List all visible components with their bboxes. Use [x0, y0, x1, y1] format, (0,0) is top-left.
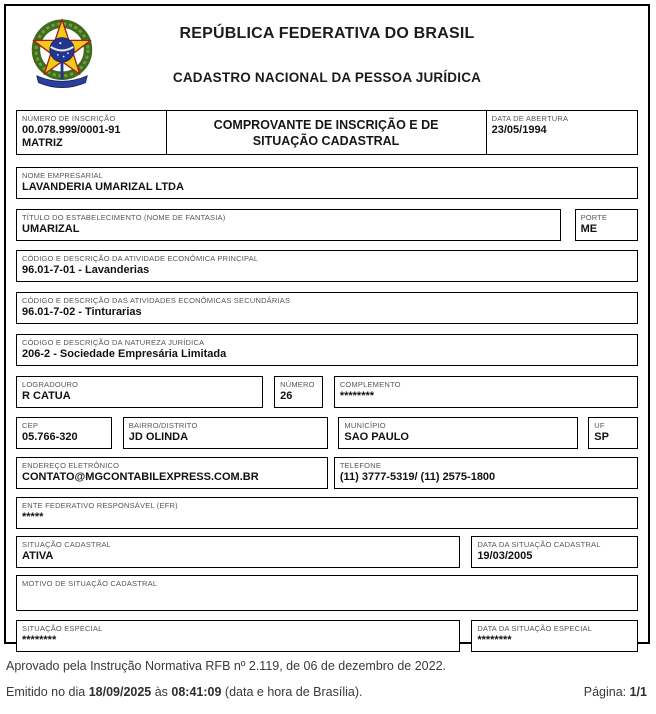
field-value: ********	[339, 390, 375, 402]
field-porte	[575, 209, 638, 241]
field-natureza-juridica	[16, 334, 638, 366]
field-value: 206-2 - Sociedade Empresária Limitada	[22, 348, 227, 360]
field-label: DATA DA SITUAÇÃO ESPECIAL	[477, 624, 593, 633]
field-bairro-distrito	[123, 417, 328, 449]
field-label: MOTIVO DE SITUAÇÃO CADASTRAL	[22, 579, 158, 588]
field-value: *****	[22, 511, 44, 523]
field-titulo-estabelecimento	[16, 209, 561, 241]
field-telefone	[334, 457, 638, 489]
row-inscricao	[16, 110, 638, 155]
field-atividades-economicas-secundarias	[16, 292, 638, 324]
field-label: SITUAÇÃO ESPECIAL	[22, 624, 103, 633]
field-logradouro	[16, 376, 263, 408]
field-label: LOGRADOURO	[22, 380, 79, 389]
field-value: LAVANDERIA UMARIZAL LTDA	[22, 181, 184, 193]
page-indicator	[584, 685, 647, 699]
row-motivo-situacao	[16, 575, 638, 611]
field-label: TÍTULO DO ESTABELECIMENTO (NOME DE FANTASIA)	[22, 213, 226, 222]
page-indicator-value: 1/1	[629, 685, 647, 699]
field-value: 23/05/1994	[491, 124, 547, 136]
field-atividade-economica-principal	[16, 250, 638, 282]
field-value: CONTATO@MGCONTABILEXPRESS.COM.BR	[22, 471, 259, 483]
field-label: DATA DA SITUAÇÃO CADASTRAL	[477, 540, 601, 549]
field-label: PORTE	[580, 213, 608, 222]
field-label: CÓDIGO E DESCRIÇÃO DAS ATIVIDADES ECONÔMICAS SECUNDÁRIAS	[22, 296, 291, 305]
document-footer	[6, 659, 647, 699]
field-uf	[588, 417, 638, 449]
field-label: TELEFONE	[339, 461, 382, 470]
field-label: ENDEREÇO ELETRÔNICO	[22, 461, 120, 470]
field-situacao-especial	[16, 620, 460, 652]
document-header	[16, 6, 638, 106]
row-efr	[16, 497, 638, 529]
field-data-situacao-cadastral	[471, 536, 638, 568]
field-value: R CATUA	[22, 390, 71, 402]
field-label: SITUAÇÃO CADASTRAL	[22, 540, 112, 549]
field-value: ME	[580, 223, 598, 235]
field-nome-empresarial	[16, 167, 638, 199]
field-value: (11) 3777-5319/ (11) 2575-1800	[339, 471, 496, 483]
row-situacao-cadastral	[16, 536, 638, 568]
field-data-de-abertura	[486, 110, 638, 155]
field-endereco-eletronico	[16, 457, 328, 489]
emission-mid: às	[151, 685, 172, 699]
field-label: BAIRRO/DISTRITO	[128, 421, 198, 430]
field-value: SAO PAULO	[344, 431, 409, 443]
row-natureza-juridica	[16, 334, 638, 366]
field-ente-federativo-responsavel	[16, 497, 638, 529]
row-nome-empresarial	[16, 167, 638, 199]
field-label: CEP	[22, 421, 39, 430]
field-value: SP	[594, 431, 609, 443]
field-label: NÚMERO DE INSCRIÇÃO	[22, 114, 116, 123]
row-endereco	[16, 417, 638, 449]
field-value: 05.766-320	[22, 431, 78, 443]
emission-note	[6, 685, 363, 699]
field-value: UMARIZAL	[22, 223, 80, 235]
row-situacao-especial	[16, 620, 638, 652]
row-atividades-secundarias	[16, 292, 638, 324]
emission-suffix: (data e hora de Brasília).	[221, 685, 363, 699]
approval-note: Aprovado pela Instrução Normativa RFB nº 2.119, de 06 de dezembro de 2022.	[6, 659, 447, 673]
field-value: 19/03/2005	[477, 550, 533, 562]
field-label: UF	[594, 421, 605, 430]
emission-prefix: Emitido no dia	[6, 685, 89, 699]
field-cep	[16, 417, 112, 449]
field-label: NÚMERO	[280, 380, 315, 389]
page-title: REPÚBLICA FEDERATIVA DO BRASIL	[179, 25, 475, 42]
field-situacao-cadastral	[16, 536, 460, 568]
row-logradouro	[16, 376, 638, 408]
emission-time: 08:41:09	[171, 685, 222, 699]
field-label: COMPLEMENTO	[339, 380, 401, 389]
page-indicator-label: Página:	[583, 685, 630, 699]
field-value: 96.01-7-01 - Lavanderias	[22, 264, 150, 276]
field-label: CÓDIGO E DESCRIÇÃO DA ATIVIDADE ECONÔMICA PRINCIPAL	[22, 254, 259, 263]
field-value: ********	[477, 634, 512, 646]
field-value: 26	[280, 390, 293, 402]
row-titulo-porte	[16, 209, 638, 241]
field-value-matriz: MATRIZ	[22, 137, 63, 149]
field-label: CÓDIGO E DESCRIÇÃO DA NATUREZA JURÍDICA	[22, 338, 205, 347]
field-complemento	[334, 376, 638, 408]
certificate-frame	[4, 4, 650, 644]
field-numero-de-inscricao	[16, 110, 167, 155]
field-label: DATA DE ABERTURA	[491, 114, 569, 123]
field-value: 00.078.999/0001-91	[22, 124, 121, 136]
brazil-coat-of-arms-icon	[20, 12, 104, 96]
comprovante-title-box: COMPROVANTE DE INSCRIÇÃO E DE SITUAÇÃO CADASTRAL	[166, 110, 487, 155]
field-value: JD OLINDA	[128, 431, 189, 443]
field-municipio	[338, 417, 577, 449]
field-value: ********	[22, 634, 57, 646]
page-subtitle: CADASTRO NACIONAL DA PESSOA JURÍDICA	[172, 70, 482, 85]
row-contato	[16, 457, 638, 489]
field-motivo-situacao-cadastral	[16, 575, 638, 611]
field-data-situacao-especial	[471, 620, 638, 652]
field-label: NOME EMPRESARIAL	[22, 171, 104, 180]
emission-date: 18/09/2025	[88, 685, 152, 699]
field-value: ATIVA	[22, 550, 54, 562]
row-atividade-principal	[16, 250, 638, 282]
field-value: 96.01-7-02 - Tinturarias	[22, 306, 142, 318]
field-numero	[274, 376, 323, 408]
field-label: ENTE FEDERATIVO RESPONSÁVEL (EFR)	[22, 501, 178, 510]
field-label: MUNICÍPIO	[344, 421, 386, 430]
